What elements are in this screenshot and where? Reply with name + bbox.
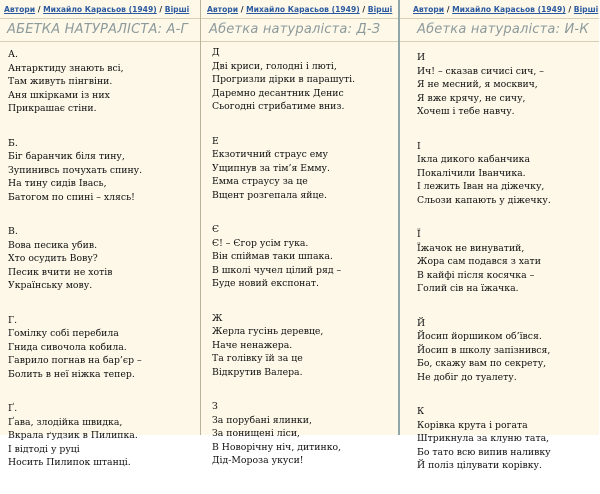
poem-line: Йосип в школу запізнився, <box>417 344 551 356</box>
poem-line: Прикрашає стіни. <box>8 103 97 114</box>
poem-line: Ич! – сказав сичисі сич, – <box>417 65 544 77</box>
poem-text <box>8 48 200 491</box>
poem-line: І відтоді у руці <box>8 443 80 455</box>
authors-link[interactable]: Автори <box>207 5 239 14</box>
stanza-letter: Є <box>212 224 220 235</box>
stanza-letter: Г. <box>8 314 18 326</box>
poems-link[interactable]: Вірші <box>573 5 599 14</box>
poem-line: Біг баранчик біля тину, <box>8 151 125 162</box>
poem-line: Носить Пилипок штанці. <box>8 457 131 468</box>
poem-line: Є! – Єгор усім гука. <box>212 237 309 249</box>
poem-line: Дві криси, голодні і люті, <box>212 60 337 72</box>
poem-line: Дід-Мороза укуси! <box>212 455 304 466</box>
poem-title: АБЕТКА НАТУРАЛІСТА: А-Г <box>7 22 188 37</box>
poem-line: Емма страусу за це <box>212 176 308 187</box>
poem-line: Ґава, злодійка швидка, <box>8 416 123 428</box>
poem-line: Наче ненажера. <box>212 339 293 351</box>
poem-line: Антарктиду знають всі, <box>8 62 124 74</box>
stanza <box>8 137 200 205</box>
poems-link[interactable]: Вірші <box>164 5 190 14</box>
poem-line: Буде новий експонат. <box>212 278 320 289</box>
poem-line: В кайфі після косячка – <box>417 269 535 281</box>
poem-line: Ущипнув за тім’я Емму. <box>212 162 330 174</box>
poem-line: Ікла дикого кабанчика <box>417 154 531 165</box>
poem-line: Та голівку їй за це <box>212 353 303 364</box>
breadcrumb <box>413 5 599 14</box>
stanza <box>8 225 200 293</box>
stanza <box>417 51 599 119</box>
stanza-letter: Ґ. <box>8 403 18 414</box>
poem-line: Голий сів на їжачка. <box>417 283 519 294</box>
author-link[interactable]: Михайло Карасьов (1949) <box>452 5 566 14</box>
stanza <box>8 314 200 382</box>
poem-line: В школі чучел цілий ряд – <box>212 264 342 276</box>
poem-line: Українську мову. <box>8 280 93 291</box>
poem-line: І лежить Іван на діжечку, <box>417 181 545 192</box>
stanza-letter: И <box>417 52 426 63</box>
poem-title: Абетка натураліста: И-К <box>417 22 589 37</box>
authors-link[interactable]: Автори <box>413 5 445 14</box>
breadcrumb <box>4 5 200 14</box>
author-link[interactable]: Михайло Карасьов (1949) <box>246 5 360 14</box>
poem-line: Корівка крута і рогата <box>417 419 528 431</box>
stanza <box>212 312 398 380</box>
poem-line: Гомілку собі перебила <box>8 328 119 339</box>
stanza-letter: Й <box>417 317 426 329</box>
stanza-letter: Ж <box>212 312 223 324</box>
poem-line: Бо, скажу вам по секрету, <box>417 358 547 369</box>
stanza-letter: Ї <box>417 229 421 240</box>
poem-line: Я не месний, я москвич, <box>417 79 538 90</box>
stanza-letter: А. <box>8 49 18 60</box>
title-bar <box>201 18 398 42</box>
poem-line: Зупинивсь почухать спину. <box>8 164 143 176</box>
poem-line: Даремно десантник Денис <box>212 87 344 99</box>
poem-line: Вкрала ґудзик в Пилипка. <box>8 430 138 441</box>
stanza <box>212 223 398 291</box>
poem-line: Сьогодні стрибатиме вниз. <box>212 101 345 112</box>
stanza-letter: Е <box>212 135 219 147</box>
poem-line: Штрикнула за клуню тата, <box>417 433 550 444</box>
poem-text <box>417 51 599 494</box>
stanza <box>212 135 398 203</box>
poem-page-a-g <box>0 0 201 468</box>
poem-line: Гаврило погнав на бар’єр – <box>8 355 142 366</box>
poem-page-y-k <box>400 0 599 471</box>
author-link[interactable]: Михайло Карасьов (1949) <box>43 5 157 14</box>
poem-line: Жерла гусінь деревце, <box>212 326 324 337</box>
poem-text <box>212 46 398 489</box>
poem-line: Я вже крячу, не сичу, <box>417 92 526 104</box>
stanza <box>8 48 200 116</box>
poem-line: На тину сидів Івась, <box>8 178 107 189</box>
poem-line: Песик вчити не хотів <box>8 266 113 278</box>
breadcrumb-separator: / <box>35 5 44 14</box>
poem-line: Вщент розгепала яйце. <box>212 189 327 201</box>
stanza-letter: Д <box>212 47 220 58</box>
title-bar <box>400 18 599 42</box>
poem-line: Бо тато всю випив наливку <box>417 446 551 458</box>
stanza <box>417 317 599 385</box>
title-bar <box>0 18 200 42</box>
breadcrumb-separator: / <box>238 5 247 14</box>
poem-line: Й поліз цілувати корівку. <box>417 460 542 471</box>
authors-link[interactable]: Автори <box>4 5 36 14</box>
poem-line: Батогом по спині – хлясь! <box>8 191 135 203</box>
poem-line: За порубані ялинки, <box>212 414 312 426</box>
breadcrumb-separator: / <box>359 5 368 14</box>
poem-line: Там живуть пінгвіни. <box>8 76 113 87</box>
breadcrumb <box>207 5 398 14</box>
stanza-letter: І <box>417 140 421 152</box>
stanza-letter: Б. <box>8 137 18 149</box>
breadcrumb-separator: / <box>444 5 453 14</box>
breadcrumb-separator: / <box>156 5 165 14</box>
poem-line: Хто осудить Вову? <box>8 253 98 264</box>
poem-line: Хочеш і тебе навчу. <box>417 106 515 117</box>
poem-line: Відкрутив Валера. <box>212 366 303 378</box>
poem-line: Вова песика убив. <box>8 239 98 251</box>
poem-line: Гнида сивочола кобила. <box>8 341 127 353</box>
stanza <box>417 228 599 296</box>
poem-line: Прогризли дірки в парашуті. <box>212 74 356 85</box>
poem-line: В Новорічну ніч, дитинко, <box>212 441 342 453</box>
poem-line: Їжачок не винуватий, <box>417 242 525 254</box>
poem-line: Сльози капають у діжечку. <box>417 194 551 206</box>
poem-line: Аня шкірками із них <box>8 89 110 101</box>
breadcrumb-separator: / <box>565 5 574 14</box>
stanza-letter: В. <box>8 226 18 237</box>
stanza-letter: К <box>417 406 425 417</box>
stanza <box>417 405 599 473</box>
poem-line: Болить в неї ніжка тепер. <box>8 368 135 380</box>
poem-line: За понищені ліси, <box>212 428 300 439</box>
stanza <box>417 140 599 208</box>
stanza <box>212 400 398 468</box>
poem-line: Він спіймав таки шпака. <box>212 251 333 262</box>
poem-line: Жора сам подався з хати <box>417 256 541 267</box>
poem-title: Абетка натураліста: Д-З <box>209 22 381 37</box>
poem-line: Екзотичний страус ему <box>212 149 328 160</box>
stanza <box>212 46 398 114</box>
poem-line: Не добіг до туалету. <box>417 371 517 383</box>
poem-page-d-z <box>201 0 400 466</box>
stanza-letter: З <box>212 401 218 412</box>
poem-line: Покалічили Іванчика. <box>417 167 526 179</box>
stanza <box>8 402 200 470</box>
poem-line: Йосип йоршиком об’ївся. <box>417 331 542 342</box>
poems-link[interactable]: Вірші <box>367 5 393 14</box>
